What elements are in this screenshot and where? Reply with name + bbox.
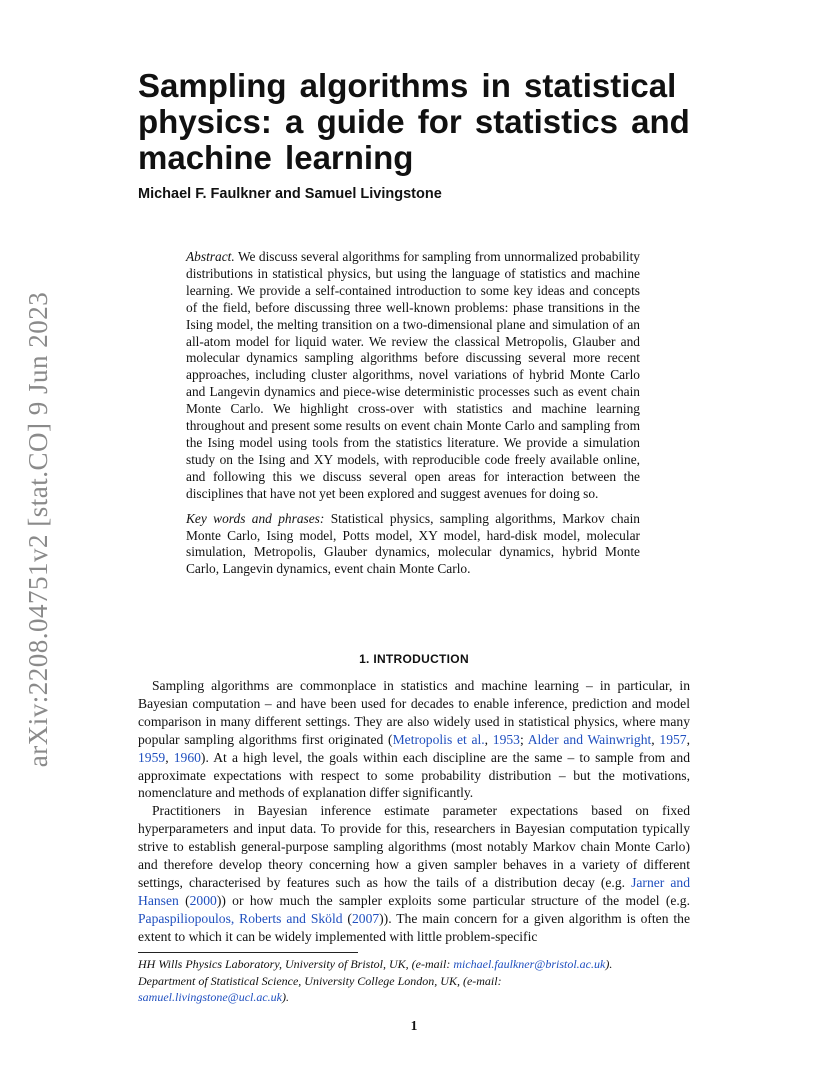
text-run: )). The main concern for a given algorithm is often the extent to which it can be widely implemented with little problem-specific [138, 910, 690, 944]
body-text [138, 677, 690, 946]
keywords-label: Key words and phrases: [186, 510, 325, 526]
abstract-paragraph [186, 249, 640, 503]
arxiv-sidebar-stamp [16, 292, 62, 767]
abstract-text: We discuss several algorithms for sampling from unnormalized probability distributions in statistical physics, but using the language of statistics and machine learning. We provide a self-contained introduction to some key ideas and concepts of the field, before discussing three well-known problems: phase transitions in the Ising model, the melting transition on a two-dimensional plane and simulation of an all-atom model for liquid water. We review the classical Metropolis, Glauber and molecular dynamics sampling algorithms before discussing several more recent approaches, including cluster algorithms, novel variations of hybrid Monte Carlo and Langevin dynamics and piece-wise deterministic processes such as event chain Monte Carlo. We highlight cross-over with statistics and machine learning throughout and present some results on event chain Monte Carlo and sampling from the Ising model using tools from the statistics literature. We provide a simulation study on the Ising and XY models, with reproducible code freely available online, and following this we discuss several open areas for interaction between the disciplines that have not yet been explored and suggest avenues for doing so. [186, 249, 640, 501]
email-link[interactable]: michael.faulkner@bristol.ac.uk [453, 957, 606, 971]
footnote-text: HH Wills Physics Laboratory, University of Bristol, UK, (e-mail: [138, 957, 454, 971]
citation-link[interactable]: Jarner and Hansen [138, 874, 691, 908]
arxiv-identifier: arXiv:2208.04751v2 [stat.CO] 9 Jun 2023 [23, 291, 54, 768]
footnote-affiliation-2 [138, 973, 690, 990]
footnote-text: ). [605, 957, 613, 971]
footnote-affiliation-1 [138, 956, 690, 973]
intro-paragraph-1 [138, 677, 690, 802]
text-run: , [686, 731, 690, 747]
page-number: 1 [410, 1018, 418, 1033]
footnote-text: Department of Statistical Science, University College London, UK, (e-mail: [138, 973, 502, 988]
keywords-text: Statistical physics, sampling algorithms, Markov chain Monte Carlo, Ising model, Potts model, XY model, hard-disk model, molecular simulation, Metropolis, Glauber dynamics, molecular dynamics, hybrid Monte Carlo, Langevin dynamics, event chain Monte Carlo. [186, 510, 640, 577]
citation-link[interactable]: 1957 [659, 731, 687, 747]
keywords-paragraph [186, 511, 640, 579]
citation-link[interactable]: Papaspiliopoulos, Roberts and Sköld [138, 910, 343, 926]
text-run: Sampling algorithms are commonplace in statistics and machine learning – in particular, in Bayesian computation – and have been used for decades to enable inference, prediction and model comparison in many different settings. They are also widely used in statistical physics, where many popular sampling algorithms first originated ( [138, 678, 690, 747]
abstract [186, 249, 640, 578]
citation-link[interactable]: 1960 [173, 749, 201, 765]
text-run: , [651, 731, 660, 747]
paper-title: Sampling algorithms in statistical physics: a guide for statistics and machine learning [138, 67, 690, 176]
email-link[interactable]: samuel.livingstone@ucl.ac.uk [138, 990, 283, 1005]
abstract-label: Abstract. [186, 249, 235, 264]
text-run: Practitioners in Bayesian inference estimate parameter expectations based on fixed hyperparameters and input data. To provide for this, researchers in Bayesian computation typically strive to establish general-purpose sampling algorithms (most notably Markov chain Monte Carlo) and therefore develop theory concerning how a given sampler behaves in a variety of different settings, characterised by features such as how the tails of a distribution decay (e.g. [138, 803, 690, 890]
intro-paragraph-2 [138, 802, 690, 945]
text-run: ( [342, 910, 352, 926]
citation-link[interactable]: 2000 [189, 892, 217, 908]
footnote-email-line [138, 989, 690, 1006]
citation-link[interactable]: Alder and Wainwright [527, 731, 652, 747]
text-run: ( [178, 892, 190, 908]
footnote-divider [138, 952, 358, 953]
citation-link[interactable]: 1959 [138, 749, 166, 765]
citation-link[interactable]: Metropolis et al. [392, 731, 485, 747]
text-run: , [165, 749, 174, 765]
text-run: , [484, 731, 493, 747]
footnotes [138, 956, 690, 1006]
footnote-text: ). [282, 990, 290, 1005]
citation-link[interactable]: 2007 [351, 910, 380, 926]
text-run: )) or how much the sampler exploits some particular structure of the model (e.g. [216, 892, 690, 908]
section-heading: 1. INTRODUCTION [359, 652, 469, 666]
text-run: ; [519, 731, 528, 747]
text-run: ). At a high level, the goals within each discipline are the same – to sample from and approximate expectations with respect to some probability distribution – but the motivations, nomenclature and methods of explanation differ significantly. [138, 749, 690, 801]
citation-link[interactable]: 1953 [492, 731, 520, 747]
paper-authors: Michael F. Faulkner and Samuel Livingstone [138, 186, 442, 202]
